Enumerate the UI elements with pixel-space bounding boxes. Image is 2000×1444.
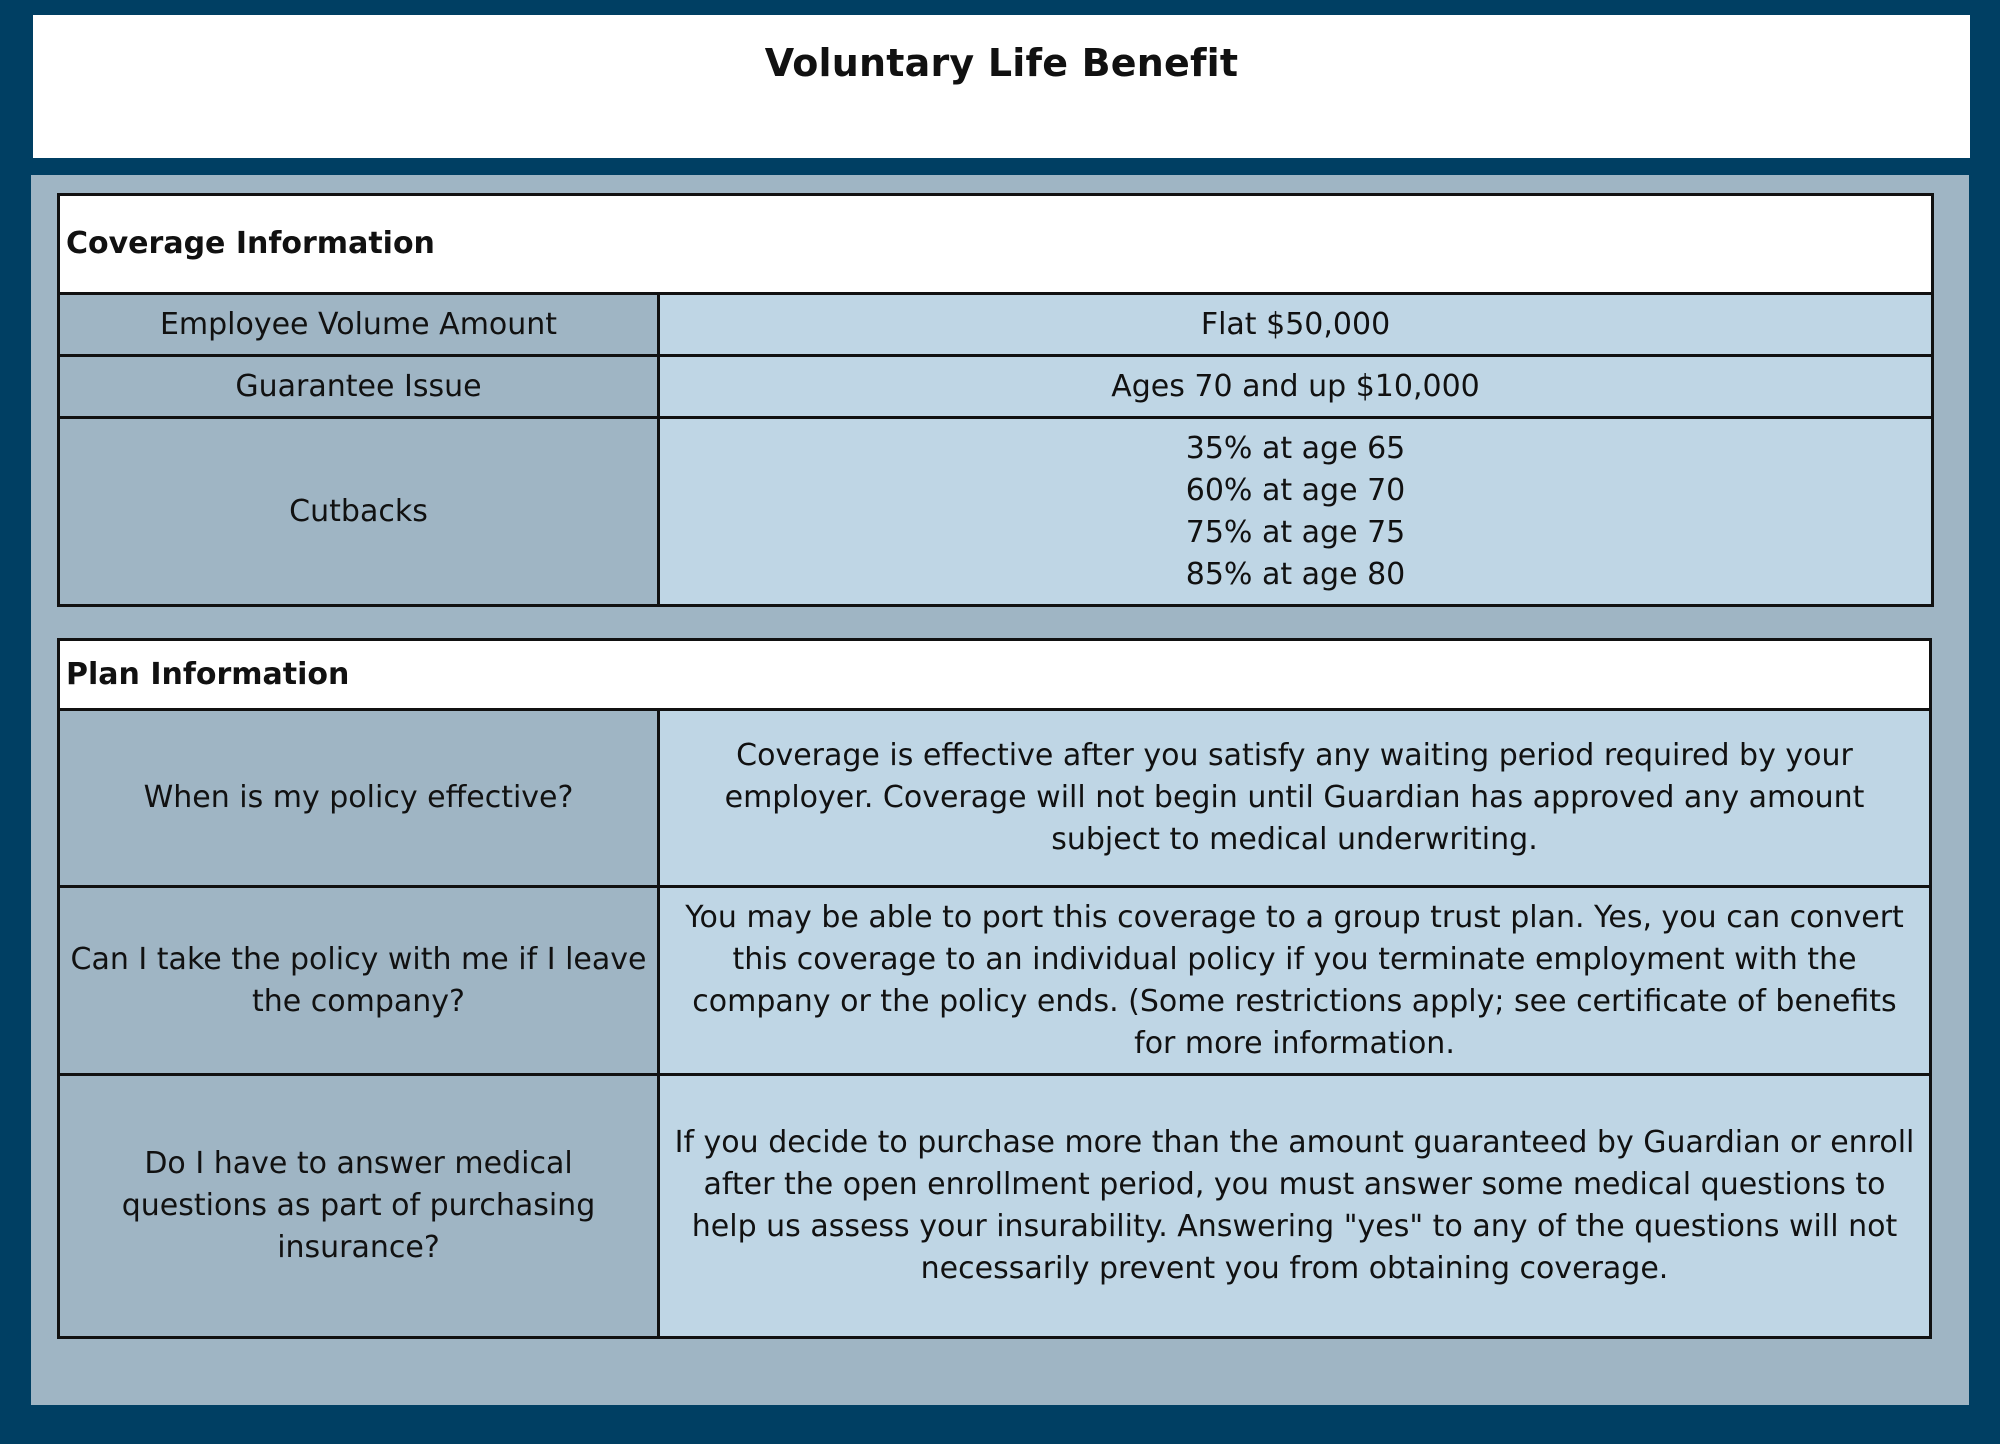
cutbacks-list [659,418,1933,606]
table-row [59,356,1933,418]
row-label: Guarantee Issue [59,356,659,418]
coverage-table [57,193,1934,607]
row-answer: If you decide to purchase more than the amount guaranteed by Guardian or enroll after the open enrollment period, you must answer some medical questions to help us assess your insurability. Answering "yes" to any of the questions will not necessarily prevent you from obtaining coverage. [659,1075,1931,1338]
row-question: Do I have to answer medical questions as part of purchasing insurance? [59,1075,659,1338]
page-title: Voluntary Life Benefit [764,41,1239,85]
table-row [59,887,1931,1075]
coverage-heading: Coverage Information [59,195,1933,294]
row-label: Employee Volume Amount [59,294,659,356]
row-value: Ages 70 and up $10,000 [659,356,1933,418]
row-answer: You may be able to port this coverage to a group trust plan. Yes, you can convert this coverage to an individual policy if you terminate employment with the company or the policy ends. (Some restrictions apply; see certificate of benefits for more information. [659,887,1931,1075]
plan-heading: Plan Information [59,640,1931,710]
row-label: Cutbacks [59,418,659,606]
cutback-item: 85% at age 80 [1185,556,1406,592]
row-question: When is my policy effective? [59,710,659,887]
cutback-item: 75% at age 75 [1185,514,1406,550]
title-banner [33,15,1970,158]
plan-table [57,638,1932,1339]
cutback-item: 35% at age 65 [1185,430,1406,466]
content-panel [31,175,1969,1405]
table-row [59,294,1933,356]
table-row [59,710,1931,887]
cutback-item: 60% at age 70 [1185,472,1406,508]
table-row [59,418,1933,606]
row-answer: Coverage is effective after you satisfy any waiting period required by your employer. Coverage will not begin until Guardian has approved any amount subject to medical underwriting. [659,710,1931,887]
row-question: Can I take the policy with me if I leave the company? [59,887,659,1075]
table-row [59,1075,1931,1338]
row-value: Flat $50,000 [659,294,1933,356]
